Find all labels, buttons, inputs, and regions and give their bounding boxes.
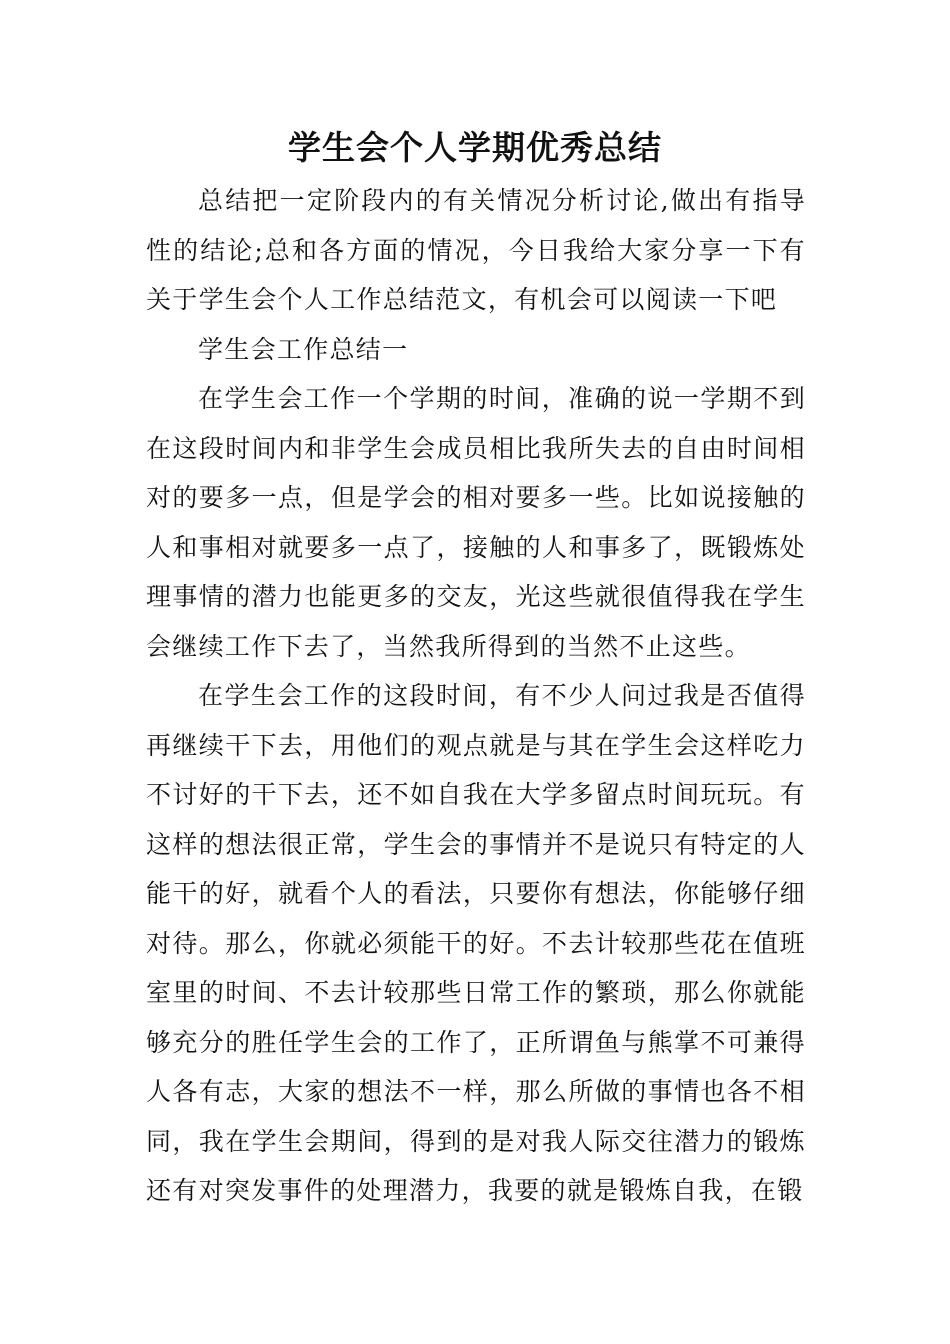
section-heading: 学生会工作总结一 [198,334,409,364]
document-body [146,176,806,1216]
body-paragraph-1: 在学生会工作一个学期的时间，准确的说一学期不到在这段时间内和非学生会成员相比我所失去的自由时间相对的要多一点，但是学会的相对要多一些。比如说接触的人和事相对就要多一点了，接触的人和事多了，既锻炼处理事情的潜力也能更多的交友，光这些就很值得我在学生会继续工作下去了，当然我所得到的当然不止这些。 [146,384,806,661]
body-paragraph-2: 在学生会工作的这段时间，有不少人问过我是否值得再继续干下去，用他们的观点就是与其在学生会这样吃力不讨好的干下去，还不如自我在大学多留点时间玩玩。有这样的想法很正常，学生会的事情并不是说只有特定的人能干的好，就看个人的看法，只要你有想法，你能够仔细对待。那么，你就必须能干的好。不去计较那些花在值班室里的时间、不去计较那些日常工作的繁琐，那么你就能够充分的胜任学生会的工作了，正所谓鱼与熊掌不可兼得人各有志，大家的想法不一样，那么所做的事情也各不相同，我在学生会期间，得到的是对我人际交往潜力的锻炼还有对突发事件的处理潜力，我要的就是锻炼自我，在锻 [146,681,806,1205]
document-title: 学生会个人学期优秀总结 [288,128,662,167]
intro-paragraph: 总结把一定阶段内的有关情况分析讨论,做出有指导性的结论;总和各方面的情况，今日我给大家分享一下有关于学生会个人工作总结范文，有机会可以阅读一下吧 [146,186,806,314]
